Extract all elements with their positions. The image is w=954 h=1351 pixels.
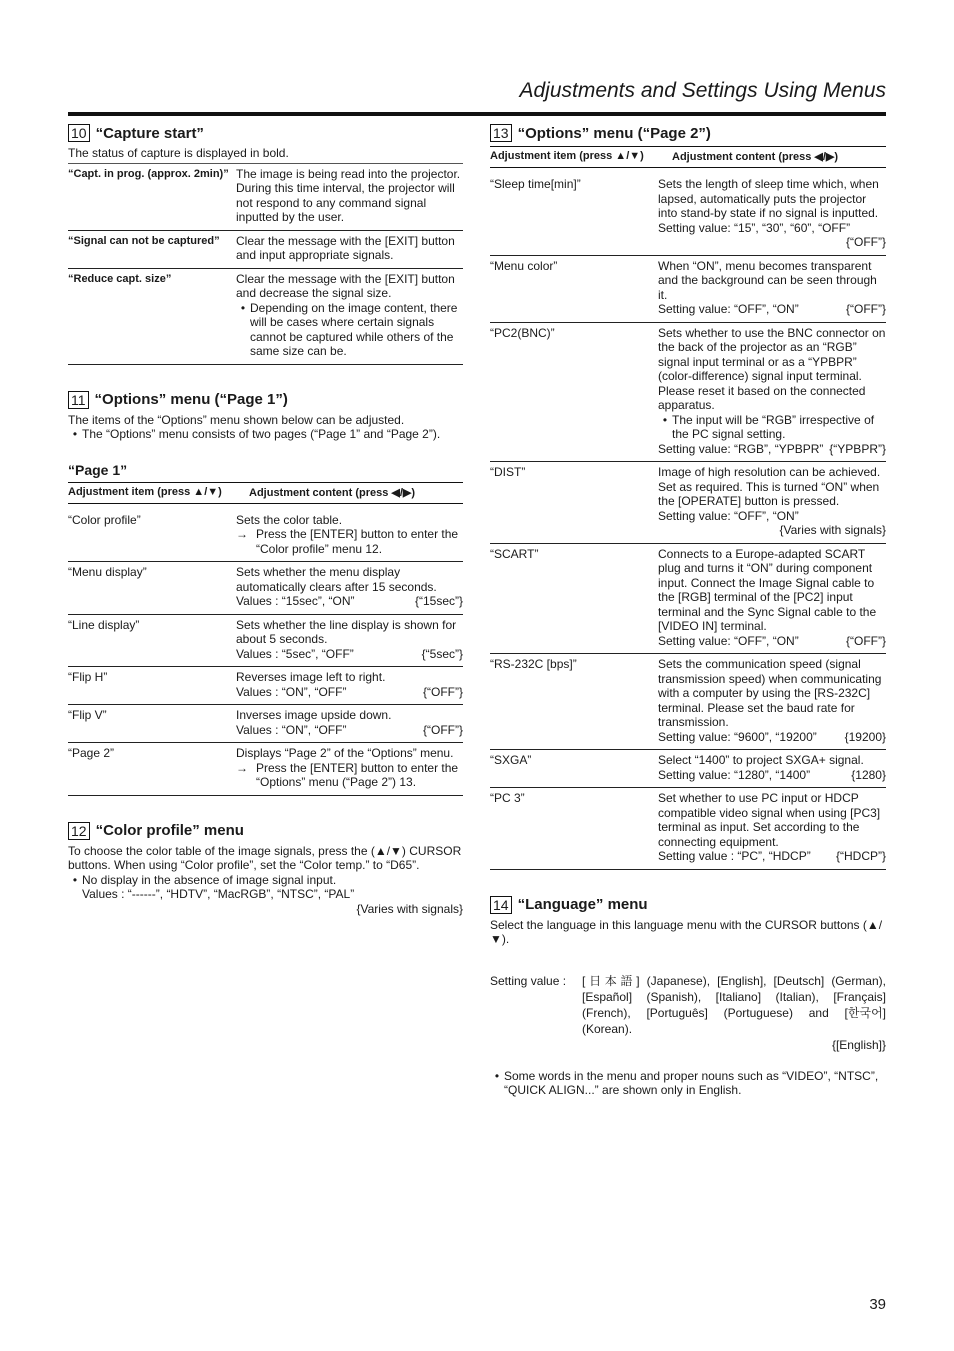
table-row: [490, 543, 886, 654]
item-value: Sets whether to use the BNC connector on the back of the projector as an “RGB” signal input terminal or as a “YPBPR” (color-difference) signal input terminal. Please reset it based on the connected apparatus.: [658, 325, 886, 412]
table-row: [490, 174, 886, 255]
item-value: Image of high resolution can be achieved. Set as required. This is turned “ON” when the [OPERATE] button is pressed.: [658, 465, 881, 508]
default-value: {“YPBPR”}: [829, 441, 886, 456]
section-13-heading: [490, 124, 886, 142]
column-header: Adjustment item (press ▲/▼): [490, 150, 644, 162]
section-number: 12: [68, 822, 90, 840]
table-header: [68, 483, 463, 503]
bullet-note: • No display in the absence of image signal input.: [72, 872, 337, 887]
values-line: [236, 647, 463, 662]
table-row: [68, 667, 463, 705]
arrow-text: Press the [ENTER] button to enter the “Options” menu (“Page 2”) 13.: [256, 760, 459, 789]
default-value: {“OFF”}: [845, 302, 886, 316]
item-value: Select “1400” to project SXGA+ signal.: [658, 753, 864, 767]
table-row: [490, 462, 886, 544]
default-value: {“5sec”}: [421, 646, 463, 661]
page-number: 39: [869, 1296, 886, 1313]
table-row: [68, 743, 463, 796]
item-key: “Signal can not be captured”: [68, 230, 236, 268]
arrow-note: [236, 527, 463, 556]
values-line: [236, 685, 463, 700]
left-column: [68, 124, 463, 916]
item-value: Sets whether the line display is shown for about 5 seconds.: [236, 617, 457, 646]
default-value: {“HDCP”}: [835, 849, 886, 863]
values-text: Values : “15sec”, “ON”: [236, 594, 355, 608]
values-line: [658, 634, 886, 649]
item-key: “RS-232C [bps]”: [490, 654, 658, 750]
values-text: Values : “ON”, “OFF”: [236, 684, 347, 699]
item-value-cell: [236, 268, 463, 364]
column-header: Adjustment content (press ◀/▶): [249, 486, 416, 499]
item-value-cell: [658, 654, 886, 750]
default-value: {“OFF”}: [422, 722, 463, 737]
item-key: “Reduce capt. size”: [68, 268, 236, 364]
language-setting: [490, 973, 886, 1037]
section-intro: Select the language in this language menu with the CURSOR buttons (▲/▼).: [490, 917, 883, 946]
values-text: Values : “5sec”, “OFF”: [236, 646, 354, 661]
item-key: “Sleep time[min]”: [490, 174, 658, 255]
bullet-text: Depending on the image content, there will be cases where certain signals cannot be captured while others of the same size can be.: [250, 300, 458, 358]
section-11-heading: [68, 391, 463, 409]
values-text: Values : “ON”, “OFF”: [236, 722, 347, 737]
values-line: [236, 594, 463, 609]
section-title: “Options” menu (“Page 1”): [94, 391, 288, 408]
section-intro: The items of the “Options” menu shown below can be adjusted.: [68, 412, 405, 427]
item-value: Displays “Page 2” of the “Options” menu.: [236, 746, 454, 760]
item-key: “Capt. in prog. (approx. 2min)”: [68, 164, 236, 231]
values-text: Setting value : “PC”, “HDCP”: [658, 849, 811, 863]
item-value: Clear the message with the [EXIT] button and decrease the signal size.: [236, 271, 455, 300]
values-text: Values : “------”, “HDTV”, “MacRGB”, “NTSC”, “PAL”: [82, 887, 355, 901]
item-value-cell: [658, 750, 886, 788]
table-row: [490, 322, 886, 462]
section-number: 13: [490, 124, 512, 142]
bullet-note: • The “Options” menu consists of two pages (“Page 1” and “Page 2”).: [72, 427, 441, 441]
section-title: “Capture start”: [95, 124, 204, 142]
bullet-text: The input will be “RGB” irrespective of the PC signal setting.: [672, 412, 875, 441]
page-header-title: Adjustments and Settings Using Menus: [519, 79, 886, 102]
values-line: [236, 723, 463, 738]
section-title: “Language” menu: [517, 896, 648, 913]
column-header: Adjustment item (press ▲/▼): [68, 485, 222, 498]
header-rule: [68, 112, 886, 116]
default-value: {Varies with signals}: [356, 901, 463, 916]
values-line: [658, 302, 886, 317]
item-value-cell: [236, 743, 463, 796]
item-value: Sets the length of sleep time which, when lapsed, automatically puts the projector into stand-by state if no signal is inputted.: [658, 177, 879, 220]
capture-status-table: [68, 164, 463, 365]
default-value: {“OFF”}: [422, 684, 463, 699]
item-value-cell: [658, 462, 886, 544]
item-value-cell: [236, 510, 463, 562]
item-value-cell: [658, 255, 886, 322]
values-text: Setting value: “OFF”, “ON”: [658, 302, 799, 316]
default-value: {19200}: [844, 729, 886, 744]
section-10-heading: [68, 124, 463, 142]
values-text: Setting value: “1280”, “1400”: [658, 767, 811, 782]
item-value-cell: [658, 543, 886, 654]
values-text: Setting value: “15”, “30”, “60”, “OFF”: [658, 220, 851, 235]
table-row: [68, 614, 463, 667]
values-line: [658, 849, 886, 864]
item-value-cell: [236, 614, 463, 667]
item-key: “Menu color”: [490, 255, 658, 322]
item-value-cell: [236, 705, 463, 743]
table-row: [68, 230, 463, 268]
values-line: [658, 730, 886, 745]
bullet-text: Some words in the menu and proper nouns such as “VIDEO”, “NTSC”, “QUICK ALIGN...” are shown only in English.: [504, 1068, 879, 1097]
arrow-note: [236, 761, 463, 790]
table-row: [68, 705, 463, 743]
item-key: “SCART”: [490, 543, 658, 654]
options-page1-table: [68, 510, 463, 796]
item-value: Set whether to use PC input or HDCP compatible video signal when using [PC3] terminal as input. Set according to the connecting equipment.: [658, 791, 881, 849]
bullet-note: • Some words in the menu and proper nouns such as “VIDEO”, “NTSC”, “QUICK ALIGN...” are shown only in English.: [490, 1069, 886, 1098]
arrow-text: Press the [ENTER] button to enter the “Color profile” menu 12.: [256, 527, 459, 556]
section-14-heading: [490, 896, 886, 914]
values-text: Setting value: “OFF”, “ON”: [658, 508, 799, 523]
item-value: Sets the color table.: [236, 512, 343, 527]
table-row: [490, 750, 886, 788]
table-row: [68, 164, 463, 231]
bullet-note: • The input will be “RGB” irrespective of the PC signal setting.: [658, 413, 886, 442]
item-value: Clear the message with the [EXIT] button and input appropriate signals.: [236, 230, 463, 268]
setting-label: Setting value :: [490, 973, 567, 988]
section-intro: To choose the color table of the image signals, press the (▲/▼) CURSOR buttons. When using “Color profile”, set the “Color temp.” to “D65”.: [68, 843, 462, 872]
page-1-label: “Page 1”: [68, 461, 128, 478]
item-value-cell: [658, 788, 886, 870]
default-value: {Varies with signals}: [779, 523, 886, 537]
item-value-cell: [658, 322, 886, 462]
section-number: 10: [68, 124, 90, 142]
item-value: When “ON”, menu becomes transparent and the background can be seen through it.: [658, 258, 877, 302]
values-line: [658, 768, 886, 783]
item-value: Sets the communication speed (signal transmission speed) when communicating with a computer by using the [RS-232C] terminal. Please set the baud rate for transmission.: [658, 657, 882, 729]
default-value: {1280}: [851, 767, 886, 782]
section-12-heading: [68, 822, 463, 840]
section-title: “Color profile” menu: [95, 822, 244, 839]
item-value-cell: [236, 562, 463, 615]
table-row: [490, 788, 886, 870]
bullet-text: No display in the absence of image signal input.: [82, 872, 337, 887]
table-row: [68, 562, 463, 615]
item-value: The image is being read into the projector. During this time interval, the projector will not respond to any command signal inputted by the user.: [236, 164, 463, 231]
item-value: Connects to a Europe-adapted SCART plug and turns it “ON” during component input. Connect the Image Signal cable to the [RGB] terminal of the [PC2] input terminal and the Sync Signal cable to the [VIDEO IN] terminal.: [658, 546, 877, 633]
table-row: [490, 255, 886, 322]
item-value-cell: [236, 667, 463, 705]
default-value: {“OFF”}: [845, 633, 886, 648]
right-column: [490, 124, 886, 1098]
values-text: Setting value: “9600”, “19200”: [658, 729, 817, 744]
table-row: [68, 268, 463, 364]
item-key: “DIST”: [490, 462, 658, 544]
default-value: {“15sec”}: [414, 594, 463, 608]
item-value-cell: [658, 174, 886, 255]
table-row: [490, 654, 886, 750]
values-text: Setting value: “OFF”, “ON”: [658, 633, 799, 648]
item-value: Reverses image left to right.: [236, 670, 386, 684]
values-text: Setting value: “RGB”, “YPBPR”: [658, 441, 824, 456]
bullet-note: • Depending on the image content, there will be cases where certain signals cannot be captured while others of the same size can be.: [236, 301, 463, 359]
bullet-text: The “Options” menu consists of two pages (“Page 1” and “Page 2”).: [82, 427, 441, 441]
arrow-icon: →: [236, 527, 248, 541]
item-key: “PC2(BNC)”: [490, 322, 658, 462]
item-key: “PC 3”: [490, 788, 658, 870]
item-key: “Flip V”: [68, 705, 236, 743]
column-header: Adjustment content (press ◀/▶): [672, 151, 839, 163]
section-title: “Options” menu (“Page 2”): [517, 124, 711, 142]
default-value: {“OFF”}: [845, 235, 886, 249]
table-row: [68, 510, 463, 562]
default-value: {[English]}: [831, 1037, 886, 1052]
section-intro: The status of capture is displayed in bold.: [68, 146, 289, 160]
item-key: “Line display”: [68, 614, 236, 667]
table-header: [490, 147, 886, 167]
options-page2-table: [490, 174, 886, 870]
arrow-icon: →: [236, 760, 248, 775]
values-line: [658, 442, 886, 457]
item-value: Sets whether the menu display automatically clears after 15 seconds.: [236, 565, 437, 594]
item-key: “Page 2”: [68, 743, 236, 796]
setting-value: [日本語] (Japanese), [English], [Deutsch] (German), [Español] (Spanish), [Italiano] (Italian), [Français] (French), [Português] (Portuguese) and [한국어] (Korean).: [582, 973, 886, 1036]
item-key: “Flip H”: [68, 667, 236, 705]
section-number: 14: [490, 896, 512, 914]
item-value: Inverses image upside down.: [236, 708, 392, 722]
item-key: “Color profile”: [68, 510, 236, 562]
item-key: “SXGA”: [490, 750, 658, 788]
section-number: 11: [68, 391, 89, 409]
item-key: “Menu display”: [68, 562, 236, 615]
